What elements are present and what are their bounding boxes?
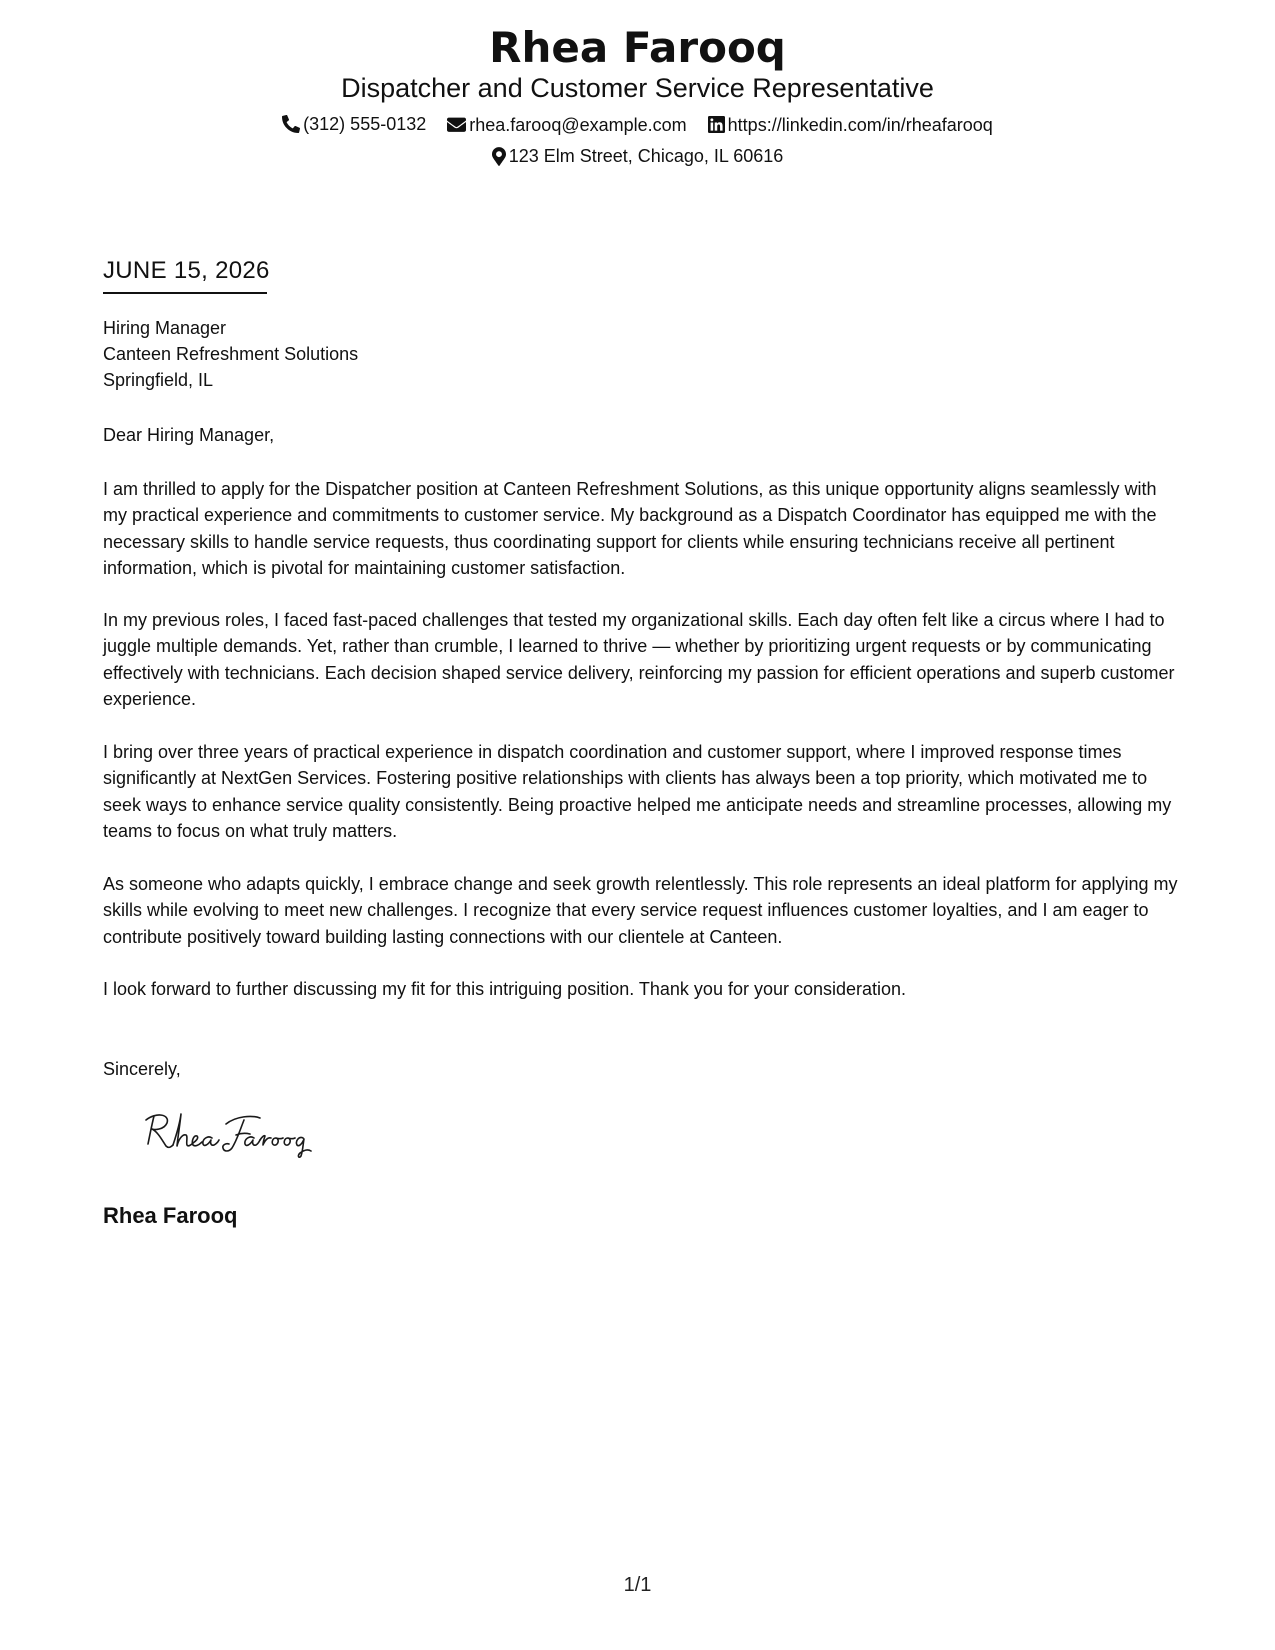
body-paragraph-2: In my previous roles, I faced fast-paced challenges that tested my organizational skills. Each day often felt like a circus where I had to juggle multiple demands. Yet, rather than crumble, I learned to thrive — whether by prioritizing urgent requests or by communicating effectively with technicians. Each decision shaped service delivery, reinforcing my passion for efficient operations and superb customer experience. [103,610,1175,709]
contact-row-secondary [0,143,1275,173]
contact-email-text: rhea.farooq@example.com [469,115,687,135]
contact-linkedin-text: https://linkedin.com/in/rheafarooq [727,114,993,135]
letter-date: JUNE 15, 2026 [103,257,270,284]
page-indicator: 1/1 [623,1574,652,1596]
letter-date-block [103,256,270,294]
body-paragraph-3: I bring over three years of practical experience in dispatch coordination and customer support, where I improved response times significantly at NextGen Services. Fostering positive relationships with clients has always been a top priority, which motivated me to seek ways to enhance service quality consistently. Being proactive helped me anticipate needs and streamline processes, allowing my teams to focus on what truly matters. [103,742,1172,841]
body-paragraph-5: I look forward to further discussing my fit for this intriguing position. Thank you for your consideration. [103,979,907,999]
contact-row-primary [0,111,1275,140]
applicant-name: Rhea Farooq [489,23,786,72]
closing: Sincerely, [103,1059,181,1079]
contact-linkedin[interactable] [708,112,993,138]
body-paragraph-1: I am thrilled to apply for the Dispatcher position at Canteen Refreshment Solutions, as this unique opportunity aligns seamlessly with my practical experience and commitments to customer service. My background as a Dispatch Coordinator has equipped me with the necessary skills to handle service requests, thus coordinating support for clients while ensuring technicians receive all pertinent information, which is pivotal for maintaining customer satisfaction. [103,479,1157,578]
map-pin-icon [492,147,506,166]
contact-email[interactable] [447,112,686,138]
recipient-address [103,315,358,393]
contact-phone-text: (312) 555-0132 [303,114,427,134]
recipient-line-3: Springfield, IL [103,370,214,390]
contact-address [492,143,784,169]
date-underline [103,292,267,294]
applicant-title: Dispatcher and Customer Service Representative [341,73,934,103]
handwritten-signature [140,1108,330,1160]
contact-address-text: 123 Elm Street, Chicago, IL 60616 [508,146,784,166]
phone-icon [282,115,300,133]
body-paragraph-4: As someone who adapts quickly, I embrace change and seek growth relentlessly. This role represents an ideal platform for applying my skills while evolving to meet new challenges. I recognize that every service request influences customer loyalties, and I am eager to contribute positively toward building lasting connections with our clientele at Canteen. [103,874,1178,947]
salutation: Dear Hiring Manager, [103,425,275,445]
signer-name: Rhea Farooq [103,1203,238,1228]
contact-phone[interactable] [282,111,426,137]
recipient-line-2: Canteen Refreshment Solutions [103,344,359,364]
recipient-line-1: Hiring Manager [103,318,227,338]
envelope-icon [447,117,466,133]
linkedin-icon [708,116,725,133]
